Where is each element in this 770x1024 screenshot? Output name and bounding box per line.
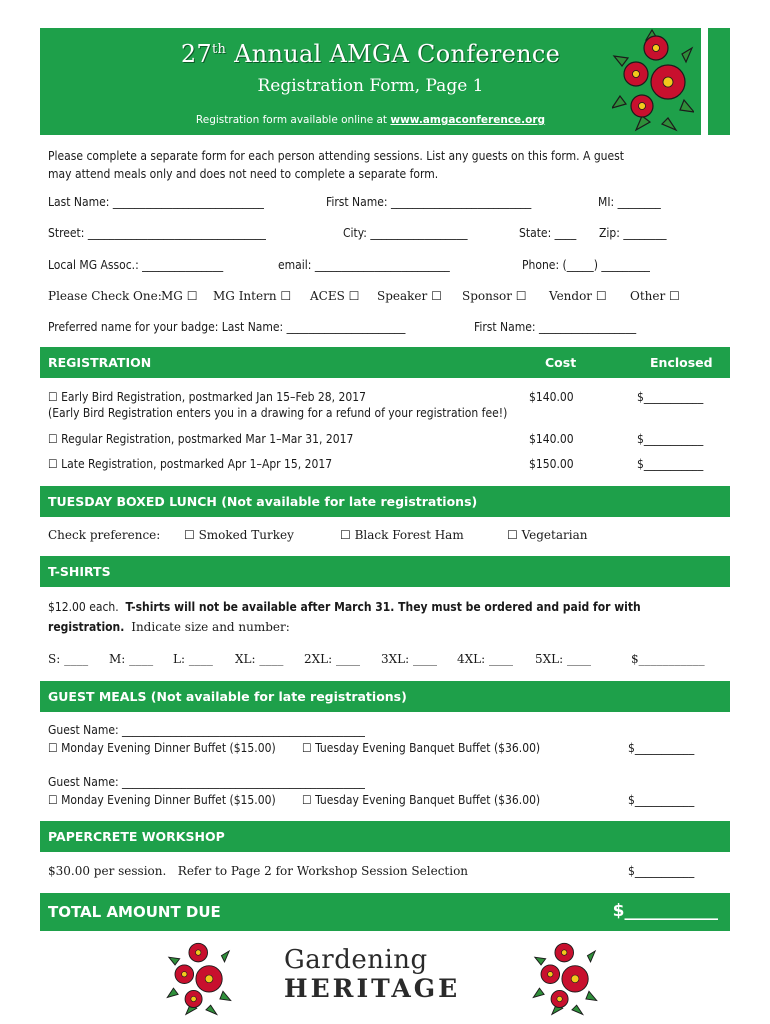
first-name-field[interactable]: First Name: __________________________: [326, 195, 532, 209]
guest-1-name-field[interactable]: Guest Name: _____________________________________________: [48, 723, 365, 737]
guest-2-monday-checkbox[interactable]: ☐ Monday Evening Dinner Buffet ($15.00): [48, 793, 276, 807]
intro-line-2: may attend meals only and does not need to complete a separate form.: [48, 167, 439, 181]
workshop-description: [48, 864, 468, 878]
early-bird-cost: $140.00: [529, 390, 574, 404]
online-notice: [40, 114, 701, 126]
tshirts-header: [40, 556, 730, 587]
title-suffix: th: [211, 42, 227, 57]
boxed-lunch-title: TUESDAY BOXED LUNCH (Not available for late registrations): [48, 494, 478, 509]
regular-registration-enclosed-field[interactable]: $___________: [637, 432, 704, 446]
registration-title: REGISTRATION: [48, 355, 152, 370]
cost-column-header: Cost: [545, 355, 577, 370]
checkbox-other[interactable]: Other ☐: [630, 289, 680, 303]
tshirt-amount-field[interactable]: $___________: [631, 652, 705, 666]
guest-1-tuesday-checkbox[interactable]: ☐ Tuesday Evening Banquet Buffet ($36.00): [302, 741, 541, 755]
email-field[interactable]: email: _________________________: [278, 258, 450, 272]
late-registration-checkbox[interactable]: ☐ Late Registration, postmarked Apr 1–Apr 15, 2017: [48, 457, 333, 471]
tshirt-size-l-field[interactable]: L: ____: [173, 652, 213, 666]
checkbox-aces[interactable]: ACES ☐: [310, 289, 360, 303]
early-bird-note: (Early Bird Registration enters you in a drawing for a refund of your registration fee!): [48, 406, 508, 420]
gardening-heritage-logo-top: Gardening: [284, 945, 428, 975]
check-one-label: Please Check One:: [48, 289, 162, 303]
tshirt-price: $12.00 each.: [48, 600, 119, 614]
total-amount-field[interactable]: $___________: [612, 901, 718, 921]
papercrete-workshop-header: [40, 821, 730, 852]
phone-field[interactable]: Phone: (_____) _________: [522, 258, 650, 272]
zip-field[interactable]: Zip: ________: [599, 226, 667, 240]
early-bird-enclosed-field[interactable]: $___________: [637, 390, 704, 404]
registration-header: [40, 347, 730, 378]
tshirt-size-xl-field[interactable]: XL: ____: [235, 652, 284, 666]
page-subtitle: Registration Form, Page 1: [257, 76, 484, 96]
page-title: [40, 40, 701, 68]
lunch-preference-label: Check preference:: [48, 528, 161, 542]
header-banner: [40, 28, 701, 135]
tshirt-instruction: Indicate size and number:: [131, 620, 290, 634]
tshirt-price-line: [48, 600, 641, 614]
title-number: 27: [180, 40, 212, 68]
late-registration-cost: $150.00: [529, 457, 574, 471]
guest-meals-title: GUEST MEALS (Not available for late registrations): [48, 689, 407, 704]
lunch-smoked-turkey-checkbox[interactable]: ☐ Smoked Turkey: [184, 528, 294, 542]
tshirts-title: T-SHIRTS: [48, 564, 111, 579]
boxed-lunch-header: [40, 486, 730, 517]
badge-last-name-field[interactable]: Preferred name for your badge: Last Name: ______________________: [48, 320, 406, 334]
total-amount-band: [40, 893, 730, 931]
papercrete-workshop-title: PAPERCRETE WORKSHOP: [48, 829, 225, 844]
enclosed-column-header: Enclosed: [650, 355, 713, 370]
city-field[interactable]: City: __________________: [343, 226, 468, 240]
checkbox-vendor[interactable]: Vendor ☐: [549, 289, 607, 303]
tshirt-size-m-field[interactable]: M: ____: [109, 652, 154, 666]
footer-flower-left-icon: [166, 934, 232, 1016]
middle-initial-field[interactable]: MI: ________: [598, 195, 661, 209]
lunch-vegetarian-checkbox[interactable]: ☐ Vegetarian: [507, 528, 588, 542]
guest-2-tuesday-checkbox[interactable]: ☐ Tuesday Evening Banquet Buffet ($36.00): [302, 793, 541, 807]
regular-registration-cost: $140.00: [529, 432, 574, 446]
guest-2-amount-field[interactable]: $___________: [628, 793, 695, 807]
intro-line-1: Please complete a separate form for each person attending sessions. List any guests on this form. A guest: [48, 149, 625, 163]
checkbox-mg[interactable]: MG ☐: [161, 289, 198, 303]
header-side-strip: [708, 28, 730, 135]
tshirt-warning: T-shirts will not be available after March 31. They must be ordered and paid for with: [125, 600, 641, 614]
late-registration-enclosed-field[interactable]: $___________: [637, 457, 704, 471]
guest-1-monday-checkbox[interactable]: ☐ Monday Evening Dinner Buffet ($15.00): [48, 741, 276, 755]
regular-registration-checkbox[interactable]: ☐ Regular Registration, postmarked Mar 1–Mar 31, 2017: [48, 432, 354, 446]
workshop-price: $30.00 per session.: [48, 864, 167, 878]
last-name-field[interactable]: Last Name: ____________________________: [48, 195, 264, 209]
checkbox-mg-intern[interactable]: MG Intern ☐: [213, 289, 292, 303]
early-bird-checkbox[interactable]: ☐ Early Bird Registration, postmarked Jan 15–Feb 28, 2017: [48, 390, 366, 404]
street-field[interactable]: Street: _________________________________: [48, 226, 266, 240]
online-text: Registration form available online at: [195, 114, 391, 126]
lunch-black-forest-ham-checkbox[interactable]: ☐ Black Forest Ham: [340, 528, 464, 542]
checkbox-speaker[interactable]: Speaker ☐: [377, 289, 442, 303]
gardening-heritage-logo-bottom: HERITAGE: [284, 974, 461, 1003]
workshop-referral: Refer to Page 2 for Workshop Session Selection: [177, 864, 469, 878]
tshirt-size-4xl-field[interactable]: 4XL: ____: [457, 652, 514, 666]
guest-1-amount-field[interactable]: $___________: [628, 741, 695, 755]
guest-2-name-field[interactable]: Guest Name: _____________________________________________: [48, 775, 365, 789]
tshirt-warning-continued: registration.: [48, 620, 125, 634]
tshirt-size-s-field[interactable]: S: ____: [48, 652, 89, 666]
checkbox-sponsor[interactable]: Sponsor ☐: [462, 289, 527, 303]
badge-first-name-field[interactable]: First Name: __________________: [474, 320, 637, 334]
footer-flower-right-icon: [532, 934, 598, 1016]
tshirt-size-5xl-field[interactable]: 5XL: ____: [535, 652, 592, 666]
total-amount-label: TOTAL AMOUNT DUE: [48, 903, 221, 921]
state-field[interactable]: State: ____: [519, 226, 577, 240]
local-mg-assoc-field[interactable]: Local MG Assoc.: _______________: [48, 258, 224, 272]
tshirt-size-2xl-field[interactable]: 2XL: ____: [304, 652, 361, 666]
tshirt-instruction-line: [48, 620, 290, 634]
workshop-amount-field[interactable]: $___________: [628, 864, 695, 878]
camellia-flower-icon: [612, 26, 694, 132]
conference-url-link[interactable]: www.amgaconference.org: [390, 114, 546, 126]
title-rest: Annual AMGA Conference: [226, 40, 561, 68]
tshirt-size-3xl-field[interactable]: 3XL: ____: [381, 652, 438, 666]
guest-meals-header: [40, 681, 730, 712]
